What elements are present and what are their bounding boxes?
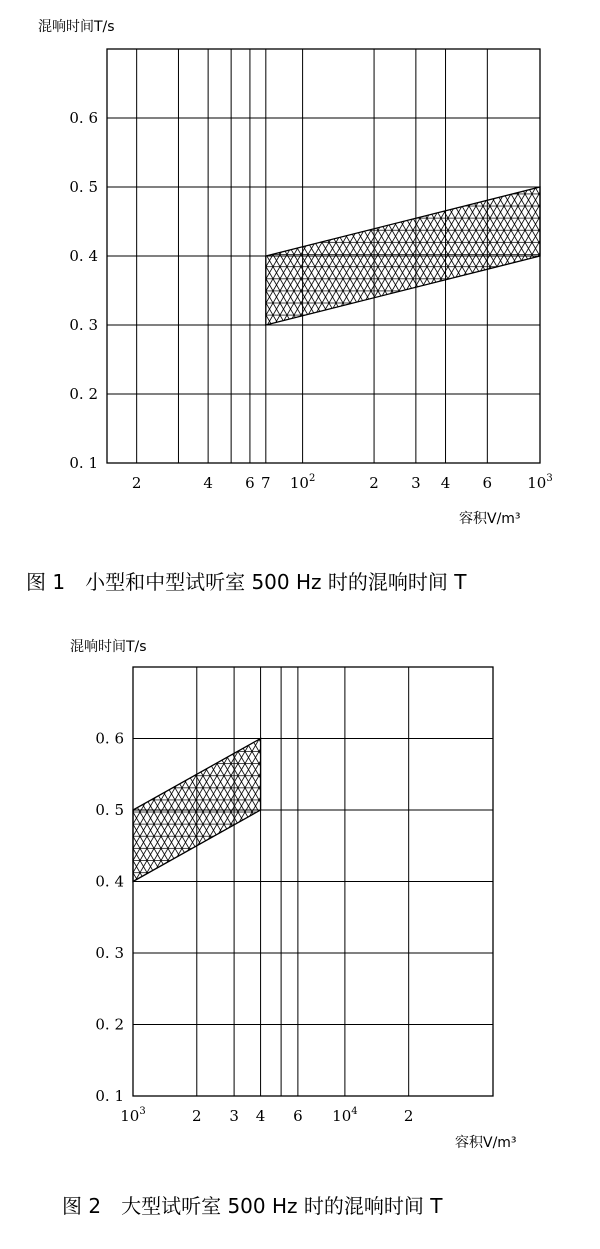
x-tick-label: 6 [482, 474, 493, 492]
x-tick-label: 6 [293, 1107, 303, 1125]
chart-1 [26, 19, 553, 594]
x-tick-label: 2 [403, 1107, 414, 1125]
y-tick-label: 0. 1 [69, 454, 98, 472]
y-tick-label: 0. 4 [95, 872, 124, 891]
chart-2-y-tick-labels [95, 730, 124, 1106]
chart-1-caption: 图 1 小型和中型试听室 500 Hz 时的混响时间 T [26, 570, 467, 594]
chart-1-y-tick-labels [69, 109, 98, 472]
chart-2-ylabel: 混响时间T/s [70, 639, 147, 655]
y-tick-label: 0. 4 [69, 247, 98, 265]
x-tick-label: 3 [411, 474, 421, 492]
y-tick-label: 0. 2 [69, 385, 98, 403]
y-tick-label: 0. 5 [69, 178, 98, 196]
x-tick-label: 2 [131, 474, 142, 492]
y-tick-label: 0. 2 [95, 1015, 124, 1034]
chart-1-xlabel: 容积V/m³ [459, 511, 521, 527]
chart-2-xlabel: 容积V/m³ [455, 1135, 517, 1151]
x-tick-label: 6 [245, 474, 255, 492]
chart-2-grid [133, 667, 493, 1096]
chart-1-x-tick-labels [132, 473, 553, 492]
x-tick-label: 3 [229, 1107, 239, 1125]
x-tick-label: 4 [203, 474, 213, 492]
y-tick-label: 0. 6 [95, 729, 124, 748]
chart-2 [62, 639, 517, 1218]
x-tick-label: 2 [192, 1107, 202, 1125]
x-tick-label: 4 [255, 1107, 266, 1125]
y-tick-label: 0. 3 [95, 944, 124, 962]
y-tick-label: 0. 5 [95, 801, 124, 819]
x-tick-label: $10^2$ [289, 473, 316, 492]
y-tick-label: 0. 1 [95, 1087, 124, 1105]
y-tick-label: 0. 3 [69, 316, 98, 334]
x-tick-label: 2 [369, 474, 379, 492]
y-tick-label: 0. 6 [69, 109, 98, 127]
chart-1-ylabel: 混响时间T/s [38, 19, 115, 35]
x-tick-label: $10^4$ [332, 1106, 358, 1125]
x-tick-label: 7 [261, 474, 271, 492]
x-tick-label: $10^3$ [120, 1106, 146, 1125]
chart-2-caption: 图 2 大型试听室 500 Hz 时的混响时间 T [62, 1194, 443, 1218]
chart-1-band [266, 187, 540, 325]
x-tick-label: $10^3$ [527, 473, 553, 492]
chart-2-x-tick-labels [120, 1106, 413, 1125]
x-tick-label: 4 [440, 474, 451, 492]
